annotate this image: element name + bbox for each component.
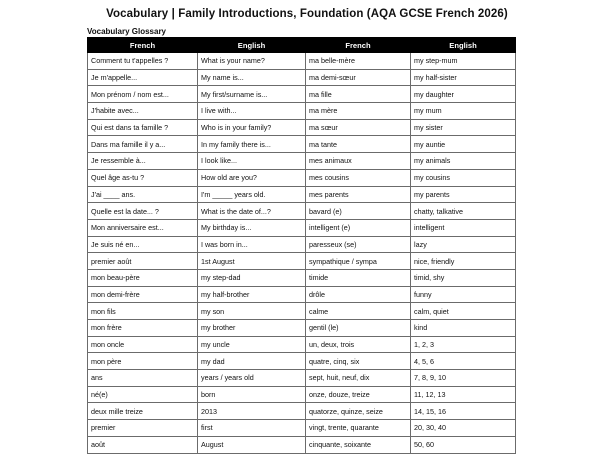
cell-english: first <box>198 420 306 437</box>
cell-french: premier <box>88 420 198 437</box>
table-row <box>88 353 516 370</box>
cell-english: I look like... <box>198 153 306 170</box>
cell-english: my sister <box>411 119 516 136</box>
cell-english: timid, shy <box>411 269 516 286</box>
cell-french: ma belle-mère <box>306 53 411 70</box>
cell-english: 7, 8, 9, 10 <box>411 370 516 387</box>
table-row <box>88 186 516 203</box>
header-english-2: English <box>411 38 516 53</box>
table-row <box>88 236 516 253</box>
cell-french: ma fille <box>306 86 411 103</box>
cell-english: 14, 15, 16 <box>411 403 516 420</box>
table-row <box>88 436 516 453</box>
cell-english: nice, friendly <box>411 253 516 270</box>
cell-english: my son <box>198 303 306 320</box>
table-row <box>88 69 516 86</box>
section-heading: Vocabulary Glossary <box>87 27 166 36</box>
cell-french: Mon prénom / nom est... <box>88 86 198 103</box>
table-row <box>88 403 516 420</box>
cell-french: Quel âge as-tu ? <box>88 169 198 186</box>
cell-english: 20, 30, 40 <box>411 420 516 437</box>
table-row <box>88 320 516 337</box>
cell-french: paresseux (se) <box>306 236 411 253</box>
cell-french: Je ressemble à... <box>88 153 198 170</box>
cell-english: chatty, talkative <box>411 203 516 220</box>
cell-english: Who is in your family? <box>198 119 306 136</box>
cell-english: lazy <box>411 236 516 253</box>
cell-french: Comment tu t'appelles ? <box>88 53 198 70</box>
cell-english: In my family there is... <box>198 136 306 153</box>
cell-french: deux mille treize <box>88 403 198 420</box>
cell-english: What is the date of...? <box>198 203 306 220</box>
cell-english: August <box>198 436 306 453</box>
cell-french: quatre, cinq, six <box>306 353 411 370</box>
cell-french: gentil (le) <box>306 320 411 337</box>
cell-french: mon fils <box>88 303 198 320</box>
cell-english: my step-dad <box>198 269 306 286</box>
table-row <box>88 370 516 387</box>
cell-french: quatorze, quinze, seize <box>306 403 411 420</box>
cell-french: calme <box>306 303 411 320</box>
cell-french: timide <box>306 269 411 286</box>
cell-english: years / years old <box>198 370 306 387</box>
cell-french: ans <box>88 370 198 387</box>
cell-french: drôle <box>306 286 411 303</box>
cell-french: premier août <box>88 253 198 270</box>
cell-french: Je suis né en... <box>88 236 198 253</box>
table-row <box>88 269 516 286</box>
cell-english: I was born in... <box>198 236 306 253</box>
cell-french: mes parents <box>306 186 411 203</box>
table-row <box>88 420 516 437</box>
cell-english: my daughter <box>411 86 516 103</box>
cell-french: intelligent (e) <box>306 219 411 236</box>
cell-english: 2013 <box>198 403 306 420</box>
cell-french: cinquante, soixante <box>306 436 411 453</box>
cell-english: kind <box>411 320 516 337</box>
table-header-row <box>88 38 516 53</box>
table-row <box>88 103 516 120</box>
cell-english: my mum <box>411 103 516 120</box>
table-row <box>88 203 516 220</box>
cell-english: my brother <box>198 320 306 337</box>
cell-english: my step-mum <box>411 53 516 70</box>
cell-french: sept, huit, neuf, dix <box>306 370 411 387</box>
cell-french: ma demi-sœur <box>306 69 411 86</box>
cell-english: calm, quiet <box>411 303 516 320</box>
cell-french: Mon anniversaire est... <box>88 219 198 236</box>
table-row <box>88 253 516 270</box>
document-title: Vocabulary | Family Introductions, Foundation (AQA GCSE French 2026) <box>106 8 508 20</box>
cell-french: mon demi-frère <box>88 286 198 303</box>
cell-english: 11, 12, 13 <box>411 386 516 403</box>
cell-french: mon beau-père <box>88 269 198 286</box>
cell-english: my cousins <box>411 169 516 186</box>
cell-french: Qui est dans ta famille ? <box>88 119 198 136</box>
header-english-1: English <box>198 38 306 53</box>
cell-english: How old are you? <box>198 169 306 186</box>
cell-french: Je m'appelle... <box>88 69 198 86</box>
cell-french: un, deux, trois <box>306 336 411 353</box>
cell-french: Quelle est la date... ? <box>88 203 198 220</box>
cell-english: my uncle <box>198 336 306 353</box>
table-row <box>88 86 516 103</box>
cell-english: What is your name? <box>198 53 306 70</box>
cell-french: mon oncle <box>88 336 198 353</box>
cell-english: 4, 5, 6 <box>411 353 516 370</box>
cell-english: My birthday is... <box>198 219 306 236</box>
cell-french: ma tante <box>306 136 411 153</box>
cell-english: I'm _____ years old. <box>198 186 306 203</box>
table-row <box>88 303 516 320</box>
table-row <box>88 119 516 136</box>
cell-french: ma mère <box>306 103 411 120</box>
cell-english: 1, 2, 3 <box>411 336 516 353</box>
cell-french: vingt, trente, quarante <box>306 420 411 437</box>
table-row <box>88 286 516 303</box>
cell-english: my dad <box>198 353 306 370</box>
table-row <box>88 169 516 186</box>
table-row <box>88 219 516 236</box>
cell-english: my parents <box>411 186 516 203</box>
cell-english: My name is... <box>198 69 306 86</box>
cell-english: 50, 60 <box>411 436 516 453</box>
cell-french: onze, douze, treize <box>306 386 411 403</box>
table-body <box>88 53 516 454</box>
cell-english: my auntie <box>411 136 516 153</box>
cell-french: bavard (e) <box>306 203 411 220</box>
cell-english: 1st August <box>198 253 306 270</box>
cell-french: J'habite avec... <box>88 103 198 120</box>
cell-english: funny <box>411 286 516 303</box>
cell-english: My first/surname is... <box>198 86 306 103</box>
cell-french: mon père <box>88 353 198 370</box>
cell-french: ma sœur <box>306 119 411 136</box>
cell-english: I live with... <box>198 103 306 120</box>
cell-english: intelligent <box>411 219 516 236</box>
table-row <box>88 386 516 403</box>
cell-english: my half-sister <box>411 69 516 86</box>
table-row <box>88 336 516 353</box>
cell-french: mes animaux <box>306 153 411 170</box>
cell-french: J'ai ____ ans. <box>88 186 198 203</box>
cell-english: my half-brother <box>198 286 306 303</box>
cell-french: août <box>88 436 198 453</box>
cell-french: mes cousins <box>306 169 411 186</box>
cell-french: né(e) <box>88 386 198 403</box>
table-row <box>88 53 516 70</box>
cell-english: born <box>198 386 306 403</box>
cell-french: Dans ma famille il y a... <box>88 136 198 153</box>
cell-english: my animals <box>411 153 516 170</box>
cell-french: sympathique / sympa <box>306 253 411 270</box>
table-row <box>88 153 516 170</box>
table-row <box>88 136 516 153</box>
header-french-1: French <box>88 38 198 53</box>
header-french-2: French <box>306 38 411 53</box>
cell-french: mon frère <box>88 320 198 337</box>
vocabulary-table <box>87 37 516 454</box>
